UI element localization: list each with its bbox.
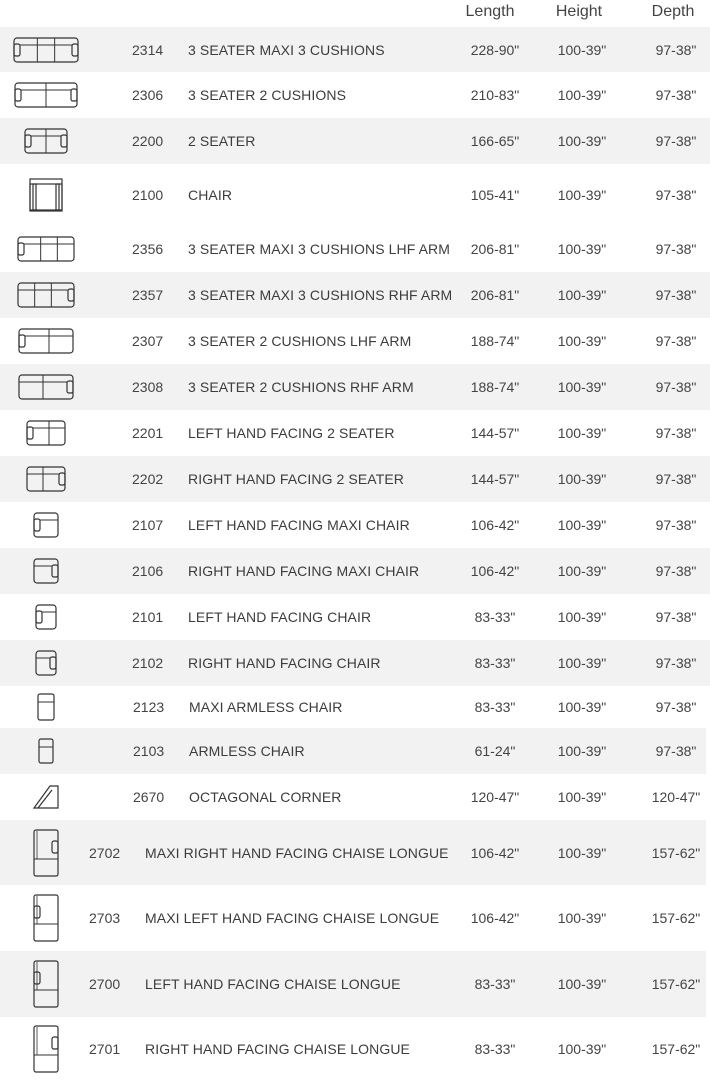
length-value: 166-65" — [470, 133, 520, 149]
height-value: 100-39" — [557, 517, 607, 533]
depth-value: 157-62" — [651, 844, 701, 861]
length-value: 206-81" — [470, 287, 520, 303]
product-code: 2106 — [132, 563, 164, 579]
product-code: 2314 — [132, 41, 164, 58]
depth-value: 157-62" — [651, 1040, 701, 1057]
table-row — [0, 318, 710, 364]
length-value: 106-42" — [470, 844, 520, 861]
lhf-chaise-longue-icon — [33, 960, 59, 1008]
height-value: 100-39" — [557, 699, 607, 715]
height-value: 100-39" — [557, 976, 607, 992]
product-description: 3 SEATER MAXI 3 CUSHIONS RHF ARM — [188, 287, 453, 303]
height-value: 100-39" — [557, 187, 607, 203]
table-row — [0, 1017, 706, 1080]
length-value: 210-83" — [470, 87, 520, 103]
product-description: MAXI ARMLESS CHAIR — [189, 699, 343, 715]
3-seater-lhf-arm-icon — [17, 236, 75, 262]
height-value: 100-39" — [557, 241, 607, 257]
length-value: 83-33" — [474, 976, 516, 992]
product-code: 2306 — [132, 87, 164, 103]
table-row — [0, 364, 710, 410]
product-description: OCTAGONAL CORNER — [189, 789, 342, 805]
product-description: 3 SEATER 2 CUSHIONS RHF ARM — [188, 379, 414, 395]
table-row — [0, 951, 706, 1017]
product-code: 2202 — [132, 471, 164, 487]
depth-value: 97-38" — [655, 609, 697, 625]
depth-value: 97-38" — [655, 41, 697, 58]
rhf-chaise-longue-icon — [33, 1025, 59, 1073]
product-code: 2100 — [132, 187, 164, 203]
depth-value: 97-38" — [655, 379, 697, 395]
depth-value: 97-38" — [655, 333, 697, 349]
3-seater-rhf-arm-icon — [17, 282, 75, 308]
rhf-2-seater-icon — [26, 466, 66, 492]
product-code: 2103 — [133, 743, 165, 759]
table-row — [0, 272, 710, 318]
product-description: 3 SEATER MAXI 3 CUSHIONS — [188, 41, 385, 58]
product-code: 2356 — [132, 241, 164, 257]
3-seater-2-cushions-lhf-icon — [18, 328, 74, 354]
depth-value: 157-62" — [651, 910, 701, 926]
header-height: Height — [555, 3, 603, 20]
depth-value: 97-38" — [655, 471, 697, 487]
table-row — [0, 820, 706, 885]
lhf-maxi-chair-icon — [33, 512, 59, 538]
maxi-armless-chair-icon — [37, 693, 55, 721]
length-value: 206-81" — [470, 241, 520, 257]
product-description: 3 SEATER MAXI 3 CUSHIONS LHF ARM — [188, 241, 450, 257]
table-row — [0, 686, 706, 728]
rhf-maxi-chair-icon — [33, 558, 59, 584]
product-code: 2123 — [133, 699, 165, 715]
height-value: 100-39" — [557, 910, 607, 926]
product-code: 2200 — [132, 133, 164, 149]
length-value: 144-57" — [470, 471, 520, 487]
length-value: 188-74" — [470, 333, 520, 349]
length-value: 188-74" — [470, 379, 520, 395]
table-row — [0, 594, 710, 640]
header-length: Length — [465, 3, 515, 20]
product-description: RIGHT HAND FACING CHAISE LONGUE — [145, 1040, 410, 1057]
product-description: MAXI RIGHT HAND FACING CHAISE LONGUE — [145, 844, 449, 861]
product-code: 2102 — [132, 655, 164, 671]
product-code: 2703 — [89, 910, 121, 926]
height-value: 100-39" — [557, 1040, 607, 1057]
product-code: 2107 — [132, 517, 164, 533]
product-code: 2201 — [132, 425, 164, 441]
3-seater-2-cushions-rhf-icon — [18, 374, 74, 400]
product-description: RIGHT HAND FACING CHAIR — [188, 655, 381, 671]
depth-value: 157-62" — [651, 976, 701, 992]
height-value: 100-39" — [557, 471, 607, 487]
height-value: 100-39" — [557, 655, 607, 671]
lhf-chair-icon — [35, 604, 57, 630]
table-row — [0, 164, 710, 226]
product-description: 3 SEATER 2 CUSHIONS LHF ARM — [188, 333, 412, 349]
product-code: 2101 — [132, 609, 164, 625]
height-value: 100-39" — [557, 41, 607, 58]
octagonal-corner-icon — [32, 784, 60, 810]
depth-value: 97-38" — [655, 287, 697, 303]
3-seater-3-cushions-sofa-icon — [13, 37, 79, 63]
depth-value: 97-38" — [655, 699, 697, 715]
length-value: 106-42" — [470, 563, 520, 579]
length-value: 83-33" — [474, 655, 516, 671]
length-value: 83-33" — [474, 699, 516, 715]
depth-value: 97-38" — [655, 655, 697, 671]
product-description: ARMLESS CHAIR — [189, 743, 305, 759]
product-code: 2308 — [132, 379, 164, 395]
product-code: 2701 — [89, 1040, 121, 1057]
table-row — [0, 548, 710, 594]
height-value: 100-39" — [557, 609, 607, 625]
product-description: RIGHT HAND FACING 2 SEATER — [188, 471, 405, 487]
product-code: 2700 — [89, 976, 121, 992]
table-row — [0, 728, 706, 774]
product-description: LEFT HAND FACING MAXI CHAIR — [188, 517, 410, 533]
depth-value: 97-38" — [655, 517, 697, 533]
chair-icon — [29, 178, 63, 212]
table-row — [0, 502, 710, 548]
depth-value: 97-38" — [655, 563, 697, 579]
table-row — [0, 774, 706, 820]
product-description: RIGHT HAND FACING MAXI CHAIR — [188, 563, 420, 579]
maxi-rhf-chaise-longue-icon — [33, 829, 59, 877]
product-code: 2702 — [89, 844, 121, 861]
maxi-lhf-chaise-longue-icon — [33, 894, 59, 942]
depth-value: 97-38" — [655, 743, 697, 759]
product-description: CHAIR — [188, 187, 233, 203]
height-value: 100-39" — [557, 287, 607, 303]
length-value: 105-41" — [470, 187, 520, 203]
length-value: 144-57" — [470, 425, 520, 441]
table-row — [0, 640, 710, 686]
depth-value: 97-38" — [655, 133, 697, 149]
header-depth: Depth — [651, 3, 695, 20]
product-code: 2670 — [133, 789, 165, 805]
table-row — [0, 410, 710, 456]
length-value: 228-90" — [470, 41, 520, 58]
length-value: 83-33" — [474, 609, 516, 625]
table-row — [0, 456, 710, 502]
height-value: 100-39" — [557, 425, 607, 441]
height-value: 100-39" — [557, 743, 607, 759]
height-value: 100-39" — [557, 844, 607, 861]
height-value: 100-39" — [557, 789, 607, 805]
product-code: 2307 — [132, 333, 164, 349]
table-row — [0, 885, 706, 951]
table-row — [0, 226, 710, 272]
depth-value: 97-38" — [655, 425, 697, 441]
depth-value: 120-47" — [651, 789, 701, 805]
lhf-2-seater-icon — [26, 420, 66, 446]
table-row — [0, 72, 710, 118]
height-value: 100-39" — [557, 333, 607, 349]
product-description: MAXI LEFT HAND FACING CHAISE LONGUE — [145, 910, 440, 926]
product-description: LEFT HAND FACING CHAISE LONGUE — [145, 976, 401, 992]
length-value: 83-33" — [474, 1040, 516, 1057]
2-seater-sofa-icon — [24, 128, 68, 154]
height-value: 100-39" — [557, 563, 607, 579]
length-value: 106-42" — [470, 517, 520, 533]
length-value: 120-47" — [470, 789, 520, 805]
table-row — [0, 118, 710, 164]
product-code: 2357 — [132, 287, 164, 303]
length-value: 61-24" — [474, 743, 516, 759]
product-description: LEFT HAND FACING 2 SEATER — [188, 425, 395, 441]
3-seater-2-cushions-sofa-icon — [14, 82, 78, 108]
rhf-chair-icon — [35, 650, 57, 676]
armless-chair-icon — [38, 738, 54, 764]
height-value: 100-39" — [557, 133, 607, 149]
height-value: 100-39" — [557, 379, 607, 395]
depth-value: 97-38" — [655, 241, 697, 257]
length-value: 106-42" — [470, 910, 520, 926]
product-description: 3 SEATER 2 CUSHIONS — [188, 87, 347, 103]
height-value: 100-39" — [557, 87, 607, 103]
product-description: LEFT HAND FACING CHAIR — [188, 609, 372, 625]
depth-value: 97-38" — [655, 187, 697, 203]
product-description: 2 SEATER — [188, 133, 256, 149]
table-row — [0, 27, 710, 72]
depth-value: 97-38" — [655, 87, 697, 103]
